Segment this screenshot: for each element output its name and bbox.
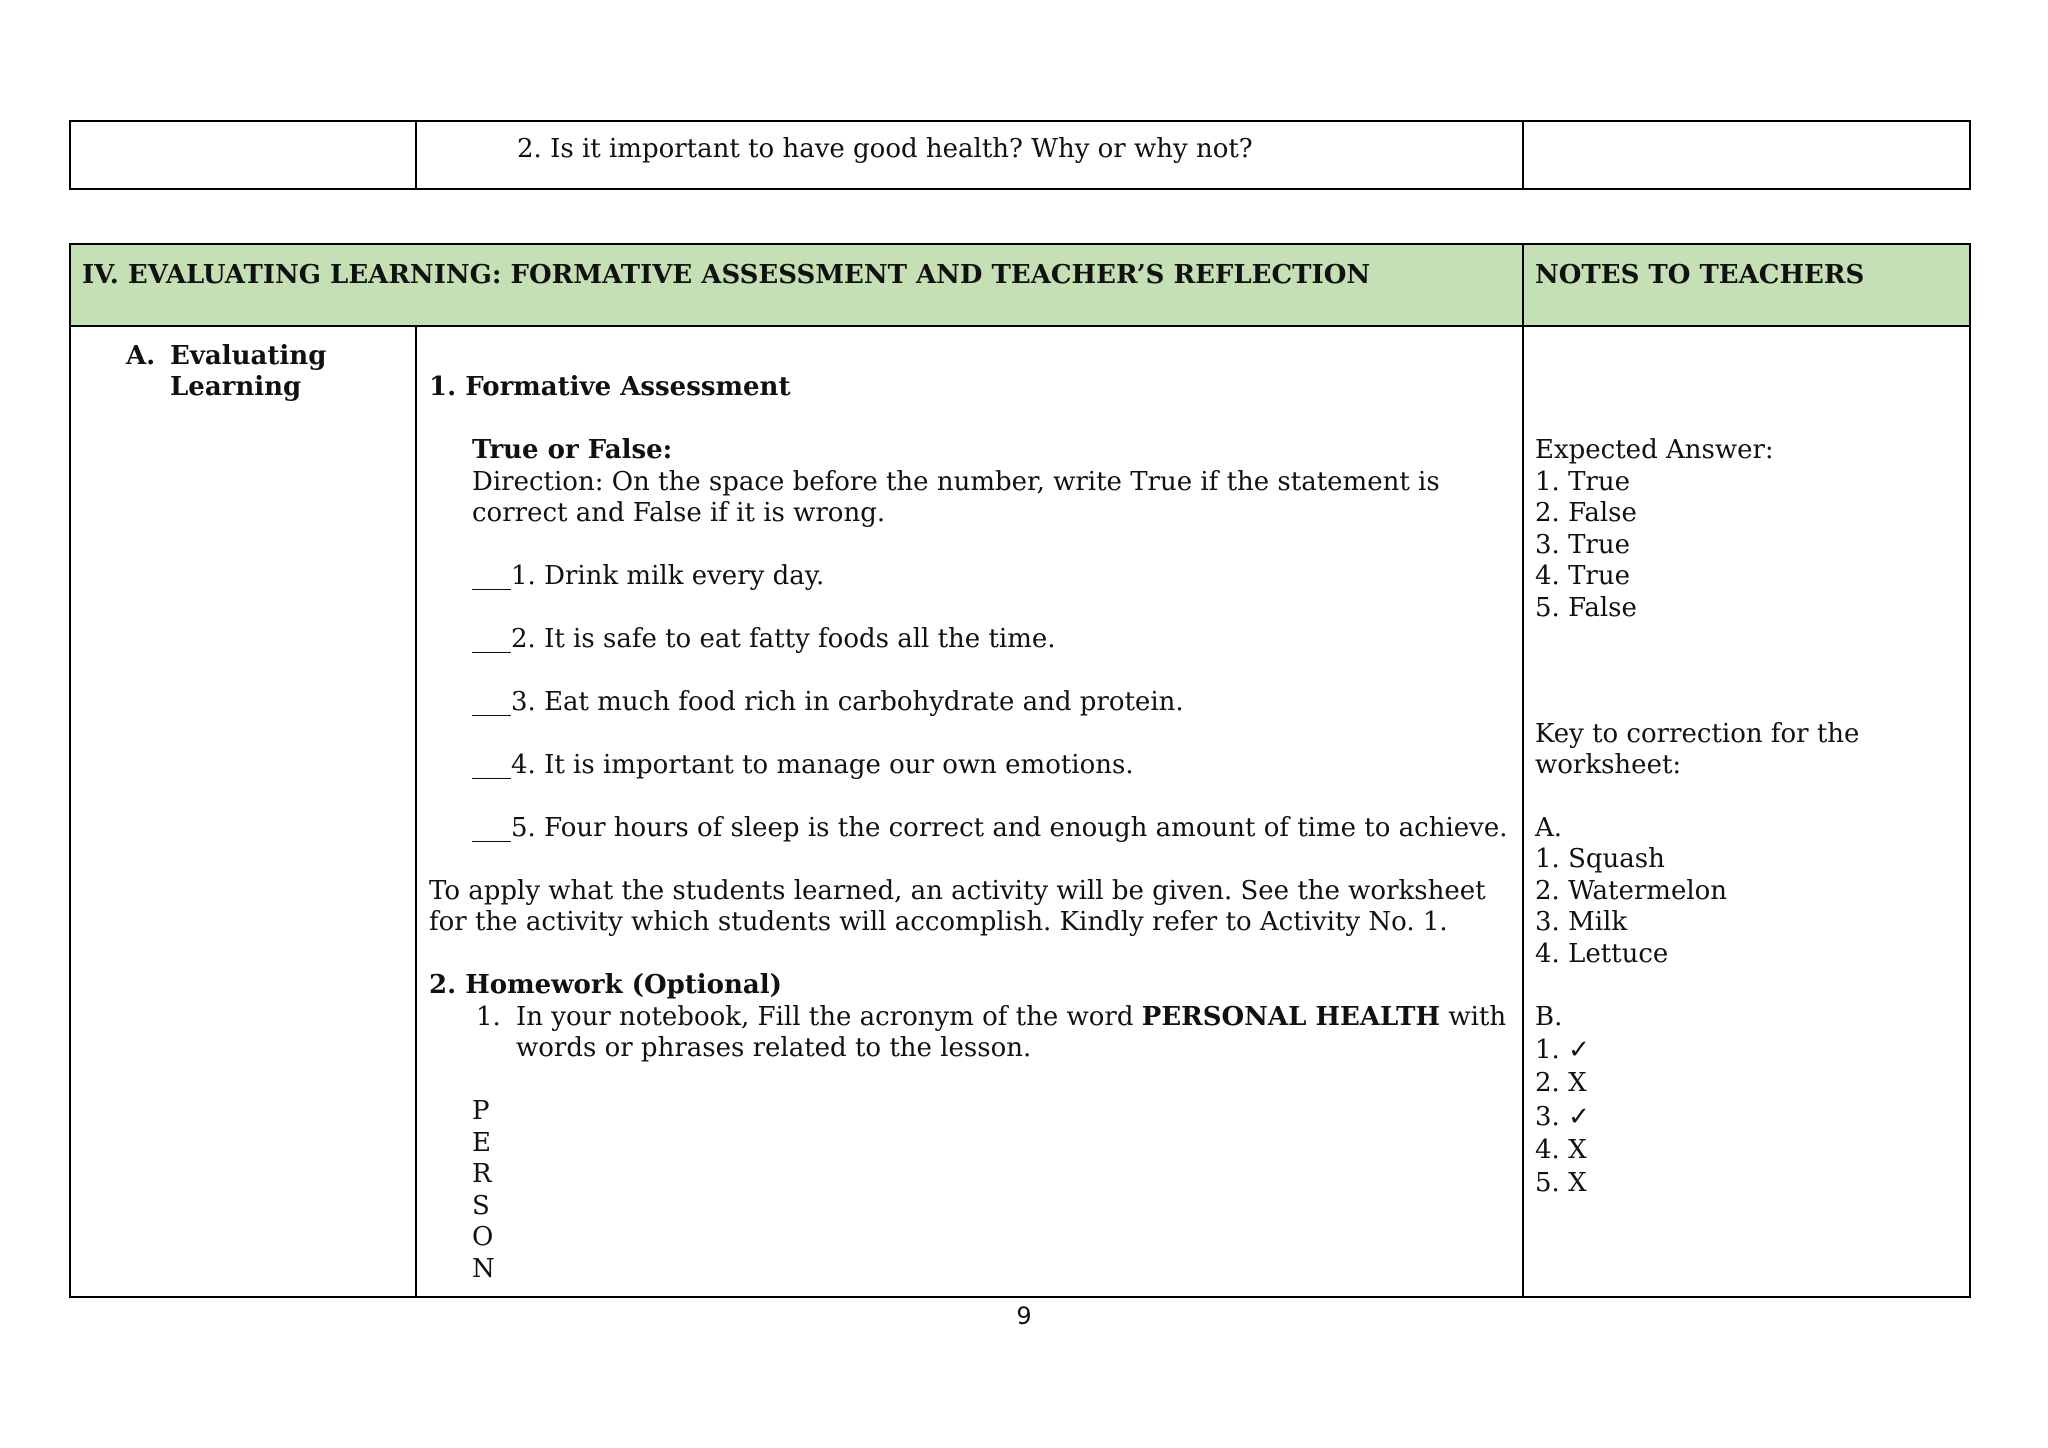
acronym-letter: O	[472, 1222, 494, 1252]
column-divider	[1522, 245, 1524, 1296]
expected-answer: 3. True	[1535, 530, 1630, 560]
apply-text-cont: for the activity which students will accomplish. Kindly refer to Activity No. 1.	[429, 907, 1448, 937]
part-b-answer: 4. X	[1535, 1135, 1587, 1165]
quiz-item: ___2. It is safe to eat fatty foods all the time.	[472, 624, 1056, 654]
expected-answer: 2. False	[1535, 498, 1637, 528]
homework-number: 1.	[476, 1002, 501, 1032]
part-b-answer: 2. X	[1535, 1068, 1587, 1098]
header-divider	[71, 325, 1969, 327]
homework-title: 2. Homework (Optional)	[429, 970, 782, 1000]
quiz-item: ___4. It is important to manage our own emotions.	[472, 750, 1134, 780]
key-correction-title-cont: worksheet:	[1535, 750, 1682, 780]
key-correction-title: Key to correction for the	[1535, 719, 1860, 749]
homework-text-pre: In your notebook, Fill the acronym of the word	[516, 1002, 1142, 1032]
evaluating-learning-table	[69, 243, 1971, 1298]
part-a-answer: 2. Watermelon	[1535, 876, 1728, 906]
part-b-label: B.	[1535, 1002, 1563, 1032]
homework-instruction-cont: words or phrases related to the lesson.	[516, 1033, 1032, 1063]
homework-text-post: with	[1440, 1002, 1507, 1032]
acronym-letter: P	[472, 1096, 490, 1126]
acronym-letter: R	[472, 1159, 492, 1189]
formative-assessment-title: 1. Formative Assessment	[429, 372, 791, 402]
acronym-letter: E	[472, 1128, 491, 1158]
expected-answer: 5. False	[1535, 593, 1637, 623]
apply-text: To apply what the students learned, an activity will be given. See the worksheet	[429, 876, 1486, 906]
part-b-answer: 3. ✓	[1535, 1102, 1590, 1132]
column-divider	[1522, 122, 1524, 188]
part-a-answer: 3. Milk	[1535, 907, 1628, 937]
column-divider	[415, 122, 417, 188]
homework-instruction	[516, 1002, 1506, 1034]
expected-answer-title: Expected Answer:	[1535, 435, 1774, 465]
part-b-answer: 1. ✓	[1535, 1035, 1590, 1065]
section-letter: A.	[126, 341, 156, 371]
acronym-letter: S	[472, 1191, 490, 1221]
section-header: IV. EVALUATING LEARNING: FORMATIVE ASSESSMENT AND TEACHER’S REFLECTION	[82, 260, 1371, 290]
direction-text-cont: correct and False if it is wrong.	[472, 498, 886, 528]
quiz-item: ___3. Eat much food rich in carbohydrate and protein.	[472, 687, 1184, 717]
quiz-item: ___5. Four hours of sleep is the correct and enough amount of time to achieve.	[472, 813, 1508, 843]
top-table	[69, 120, 1971, 190]
part-b-answer: 5. X	[1535, 1168, 1587, 1198]
column-divider	[415, 325, 417, 1296]
reflection-question: 2. Is it important to have good health? Why or why not?	[517, 134, 1253, 164]
part-a-answer: 4. Lettuce	[1535, 939, 1669, 969]
section-title: Evaluating	[170, 341, 327, 371]
part-a-answer: 1. Squash	[1535, 844, 1665, 874]
direction-text: Direction: On the space before the number, write True if the statement is	[472, 467, 1440, 497]
quiz-item: ___1. Drink milk every day.	[472, 561, 825, 591]
notes-header: NOTES TO TEACHERS	[1535, 260, 1865, 290]
part-a-label: A.	[1535, 813, 1563, 843]
expected-answer: 1. True	[1535, 467, 1630, 497]
section-title-cont: Learning	[170, 372, 302, 402]
page-number: 9	[1016, 1302, 1032, 1330]
expected-answer: 4. True	[1535, 561, 1630, 591]
homework-keyword: PERSONAL HEALTH	[1141, 1002, 1441, 1032]
true-false-title: True or False:	[472, 435, 673, 465]
acronym-letter: N	[472, 1254, 495, 1284]
